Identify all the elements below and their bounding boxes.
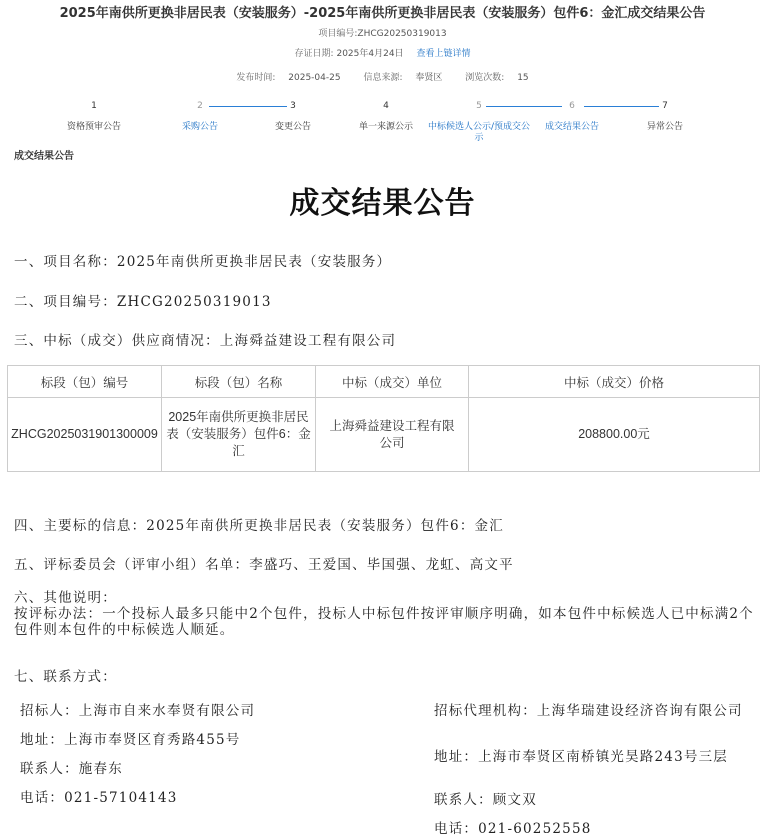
source-label: 信息来源: (363, 73, 403, 83)
agency-address: 地址：上海市奉贤区南桥镇光昊路243号三层 (434, 749, 728, 765)
other-notes-title: 六、其他说明： (14, 590, 117, 606)
document-title: 成交结果公告 (289, 186, 476, 221)
view-chain-details-link[interactable]: 查看上链详情 (416, 49, 471, 59)
step-single-source[interactable] (331, 100, 441, 133)
step-label: 成交结果公告 (544, 122, 599, 132)
table-header: 标段（包）名称 (162, 366, 316, 398)
agency-contact-person: 联系人：顾文双 (434, 792, 537, 808)
tenderer-address: 地址：上海市奉贤区育秀路455号 (20, 732, 241, 748)
winning-unit: 上海舜益建设工程有限公司 (316, 398, 469, 472)
step-prequalification[interactable] (39, 100, 149, 133)
table-header: 中标（成交）价格 (469, 366, 760, 398)
table-row (8, 398, 760, 472)
tenderer-name: 招标人：上海市自来水奉贤有限公司 (20, 703, 256, 719)
step-label: 变更公告 (274, 122, 311, 132)
project-number-item: 二、项目编号：ZHCG20250319013 (14, 294, 272, 310)
result-table (7, 365, 760, 472)
tenderer-phone: 电话：021-57104143 (20, 790, 178, 806)
step-label: 异常公告 (646, 122, 683, 132)
package-code: ZHCG2025031901300009 (8, 398, 162, 472)
process-steps (0, 100, 765, 148)
agency-contact (434, 703, 760, 839)
table-header-row (8, 366, 760, 398)
source: 奉贤区 (415, 73, 443, 83)
project-number: ZHCG20250319013 (357, 29, 447, 39)
package-name: 2025年南供所更换非居民表（安装服务）包件6：金汇 (162, 398, 316, 472)
deposit-label: 存证日期: (294, 49, 334, 59)
view-count: 15 (517, 73, 529, 83)
step-number: 3 (290, 101, 296, 111)
step-candidate-publicity[interactable] (427, 100, 531, 144)
step-number: 2 (197, 101, 203, 111)
notice-title: 2025年南供所更换非居民表（安装服务）-2025年南供所更换非居民表（安装服务）包件6：金汇成交结果公告 (59, 6, 706, 21)
table-header: 中标（成交）单位 (316, 366, 469, 398)
tenderer-contact (20, 703, 350, 819)
other-notes (14, 590, 759, 638)
step-number: 1 (91, 101, 97, 111)
publish-time: 2025-04-25 (288, 73, 341, 83)
agency-name: 招标代理机构：上海华瑞建设经济咨询有限公司 (434, 703, 743, 719)
project-name-item: 一、项目名称：2025年南供所更换非居民表（安装服务） (14, 254, 392, 270)
publish-time-label: 发布时间: (236, 73, 276, 83)
step-number: 4 (383, 101, 389, 111)
project-number-line (0, 26, 765, 39)
step-number: 5 (476, 101, 482, 111)
step-exception[interactable] (610, 100, 720, 133)
step-label: 中标候选人公示/预成交公示 (427, 122, 531, 143)
tenderer-contact-person: 联系人：施春东 (20, 761, 123, 777)
committee-item: 五、评标委员会（评审小组）名单：李盛巧、王爱国、毕国强、龙虹、高文平 (14, 557, 514, 573)
main-subject-item: 四、主要标的信息：2025年南供所更换非居民表（安装服务）包件6：金汇 (14, 518, 504, 534)
agency-phone: 电话：021-60252558 (434, 821, 592, 837)
supplier-item: 三、中标（成交）供应商情况：上海舜益建设工程有限公司 (14, 333, 397, 349)
winning-price: 208800.00元 (469, 398, 760, 472)
step-label: 采购公告 (181, 122, 218, 132)
deposit-line (0, 46, 765, 59)
table-header: 标段（包）编号 (8, 366, 162, 398)
step-number: 6 (569, 101, 575, 111)
views-label: 浏览次数: (465, 73, 505, 83)
meta-line (0, 70, 765, 83)
contact-heading: 七、联系方式： (14, 669, 117, 685)
project-number-label: 项目编号: (318, 29, 358, 39)
deposit-date: 2025年4月24日 (336, 49, 404, 59)
step-number: 7 (662, 101, 668, 111)
step-label: 资格预审公告 (66, 122, 121, 132)
step-label: 单一来源公示 (358, 122, 413, 132)
section-tag: 成交结果公告 (14, 151, 74, 162)
other-notes-body: 按评标办法：一个投标人最多只能中2个包件，投标人中标包件按评审顺序明确，如本包件中标候选人已中标满2个包件则本包件的中标候选人顺延。 (14, 606, 754, 638)
